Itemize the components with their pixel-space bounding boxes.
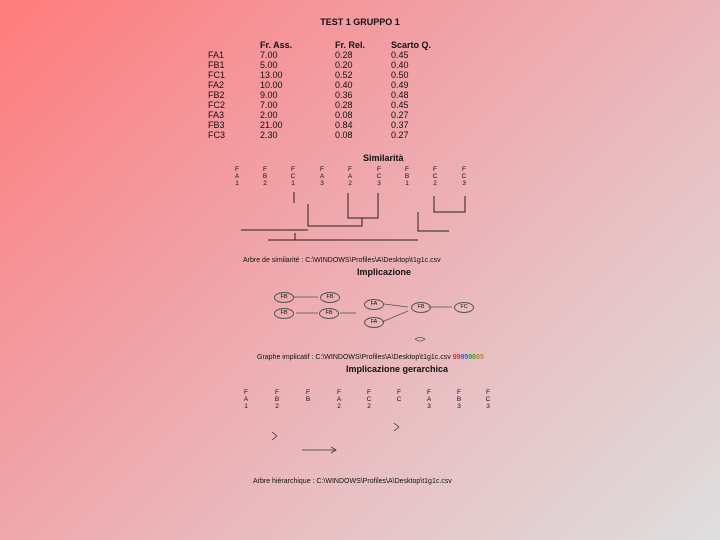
similarity-leaf-label: F B 2 (262, 166, 268, 187)
hierarchy-leaf-label: F B (305, 389, 311, 403)
implication-node: FB (319, 308, 339, 319)
implication-node: FC (454, 302, 474, 313)
tree-line (394, 427, 399, 431)
hierarchy-leaf-label: F B 2 (274, 389, 280, 410)
table-cell: 7.00 (260, 100, 278, 110)
table-cell: 0.84 (335, 120, 353, 130)
similarity-leaf-label: F B 1 (404, 166, 410, 187)
row-label: FC3 (208, 130, 226, 140)
tree-line (394, 423, 399, 427)
table-cell: 0.40 (335, 80, 353, 90)
table-cell: 0.49 (391, 80, 409, 90)
threshold-value: 95 (460, 354, 469, 361)
hierarchy-title: Implicazione gerarchica (346, 364, 449, 374)
implication-node: FA (364, 317, 384, 328)
similarity-title: Similarità (363, 153, 404, 163)
table-cell: 0.28 (335, 50, 353, 60)
table-cell: 0.27 (391, 130, 409, 140)
similarity-leaf-label: F C 2 (432, 166, 438, 187)
table-cell: 0.28 (335, 100, 353, 110)
table-cell: 0.48 (391, 90, 409, 100)
table-cell: 0.27 (391, 110, 409, 120)
row-label: FB3 (208, 120, 225, 130)
table-cell: 13.00 (260, 70, 283, 80)
table-cell: 0.50 (391, 70, 409, 80)
implication-node: FB (411, 302, 431, 313)
row-label: FC1 (208, 70, 226, 80)
tree-line (272, 436, 277, 440)
table-cell: 2.00 (260, 110, 278, 120)
implication-node: FB (320, 292, 340, 303)
table-cell: 0.37 (391, 120, 409, 130)
threshold-value: 99 (452, 354, 461, 361)
table-header-cell: Scarto Q. (391, 40, 432, 50)
hierarchy-leaf-label: F A 1 (243, 389, 249, 410)
row-label: FA1 (208, 50, 225, 60)
hierarchy-leaf-label: F B 3 (456, 389, 462, 410)
document-title: TEST 1 GRUPPO 1 (320, 17, 400, 27)
row-label: FA3 (208, 110, 225, 120)
table-cell: 10.00 (260, 80, 283, 90)
similarity-leaf-label: F C 1 (290, 166, 296, 187)
similarity-leaf-label: F A 1 (234, 166, 240, 187)
implication-node: FB (274, 292, 294, 303)
tree-line (272, 432, 277, 436)
row-label: FC2 (208, 100, 226, 110)
threshold-value: 85 (476, 354, 484, 361)
table-cell: 0.45 (391, 50, 409, 60)
table-cell: 7.00 (260, 50, 278, 60)
hierarchy-leaf-label: F C 2 (366, 389, 372, 410)
hierarchy-caption: Arbre hiérarchique : C:\WINDOWS\Profiles\A\Desktop\t1g1c.csv (253, 478, 452, 485)
table-cell: 0.52 (335, 70, 353, 80)
hierarchy-leaf-label: F C 3 (485, 389, 491, 410)
table-cell: 0.08 (335, 110, 353, 120)
hierarchy-leaf-label: F A 3 (426, 389, 432, 410)
table-cell: 0.36 (335, 90, 353, 100)
threshold-value: 90 (468, 354, 477, 361)
hierarchy-leaf-label: F C (396, 389, 402, 403)
similarity-leaf-label: F C 3 (461, 166, 467, 187)
row-label: FB1 (208, 60, 225, 70)
row-label: FB2 (208, 90, 225, 100)
table-header-cell: Fr. Rel. (335, 40, 366, 50)
table-cell: 5.00 (260, 60, 278, 70)
implication-caption-text: Graphe implicatif : C:\WINDOWS\Profiles\A\Desktop\t1g1c.csv (257, 354, 451, 361)
table-cell: 0.45 (391, 100, 409, 110)
table-cell: 21.00 (260, 120, 283, 130)
table-cell: 0.08 (335, 130, 353, 140)
similarity-leaf-label: F A 2 (347, 166, 353, 187)
table-header-cell: Fr. Ass. (260, 40, 293, 50)
table-cell: 2.30 (260, 130, 278, 140)
table-cell: 0.40 (391, 60, 409, 70)
similarity-leaf-label: F C 3 (376, 166, 382, 187)
table-cell: 9.00 (260, 90, 278, 100)
similarity-leaf-label: F A 3 (319, 166, 325, 187)
row-label: FA2 (208, 80, 225, 90)
table-cell: 0.20 (335, 60, 353, 70)
implication-node: FA (364, 299, 384, 310)
implication-node: FB (274, 308, 294, 319)
implication-title: Implicazione (357, 267, 412, 277)
similarity-caption: Arbre de similarité : C:\WINDOWS\Profiles\A\Desktop\t1g1c.csv (243, 257, 441, 264)
hierarchy-leaf-label: F A 2 (336, 389, 342, 410)
